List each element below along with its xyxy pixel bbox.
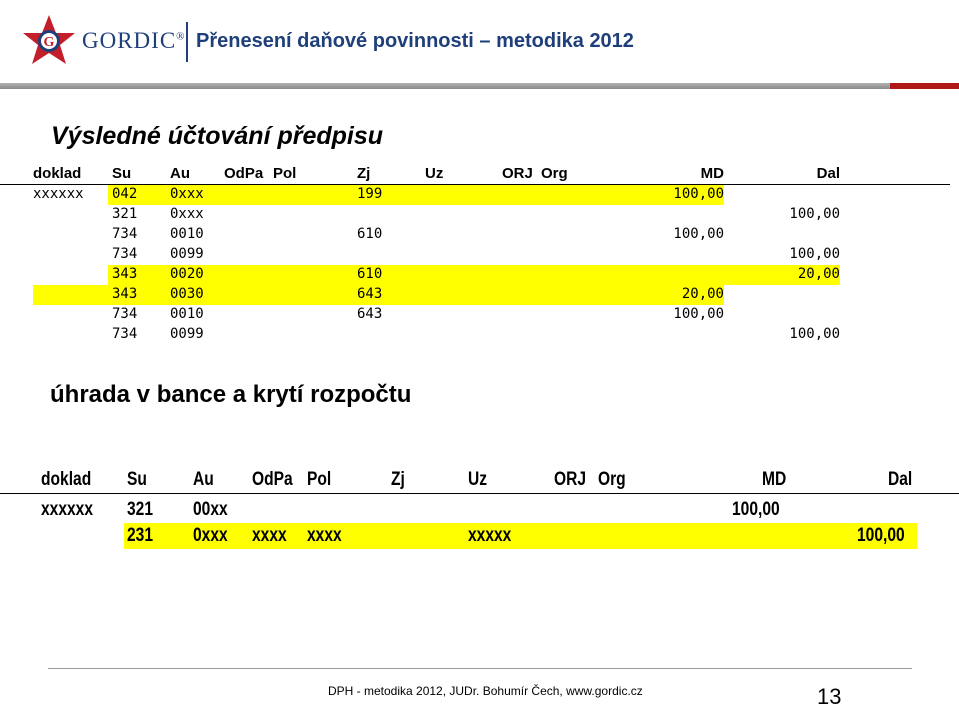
table-row: 321 0xxx 100,00	[112, 206, 840, 222]
footer-divider	[48, 668, 912, 669]
col-odpa: OdPa	[224, 165, 264, 182]
col-uz: Uz	[468, 469, 488, 490]
col-doklad: doklad	[41, 469, 92, 490]
table-row: xxxxxx 321 00xx 100,00	[41, 499, 780, 520]
col-org: Org	[541, 165, 568, 182]
section1-table-header	[0, 164, 950, 185]
col-pol: Pol	[307, 469, 332, 490]
row-highlight	[124, 523, 917, 549]
gordic-logo-icon	[22, 14, 76, 68]
footer-text: DPH - metodika 2012, JUDr. Bohumír Čech, www.gordic.cz	[328, 684, 643, 698]
table-row: 343 0030 643 20,00	[0, 285, 950, 305]
col-dal: Dal	[888, 469, 913, 490]
header-divider-bar	[0, 83, 959, 89]
col-au: Au	[170, 165, 190, 182]
section2-title: úhrada v bance a krytí rozpočtu	[50, 381, 412, 408]
table-row: 734 0010 643 100,00	[112, 306, 724, 322]
col-au: Au	[193, 469, 214, 490]
col-su: Su	[112, 165, 132, 182]
col-org: Org	[598, 469, 626, 490]
presentation-title: Přenesení daňové povinnosti – metodika 2012	[196, 30, 634, 52]
section2-table-header	[0, 467, 959, 494]
col-pol: Pol	[273, 165, 297, 182]
col-orj: ORJ	[502, 165, 533, 182]
table-row: 734 0099 100,00	[112, 326, 840, 342]
col-md: MD	[700, 165, 724, 182]
col-zj: Zj	[391, 469, 405, 490]
col-doklad: doklad	[33, 165, 82, 182]
col-uz: Uz	[425, 165, 444, 182]
header-accent-bar	[890, 83, 959, 89]
table-row: 734 0099 100,00	[112, 246, 840, 262]
col-zj: Zj	[357, 165, 371, 182]
table-row: 343 0020 610 20,00	[0, 265, 950, 285]
col-md: MD	[762, 469, 787, 490]
table-row: 231 0xxx xxxx xxxx xxxxx 100,00	[0, 523, 959, 549]
col-odpa: OdPa	[252, 469, 293, 490]
row-highlight	[108, 265, 840, 285]
col-orj: ORJ	[554, 469, 587, 490]
table-row: xxxxxx 042 0xxx 199 100,00	[0, 185, 950, 205]
col-su: Su	[127, 469, 147, 490]
table-row: 734 0010 610 100,00	[112, 226, 724, 242]
slide-header	[0, 0, 959, 92]
header-separator	[186, 22, 188, 62]
brand-name: GORDIC®	[82, 28, 186, 53]
section1-title: Výsledné účtování předpisu	[51, 122, 384, 150]
page-number: 13	[817, 684, 842, 709]
col-dal: Dal	[816, 165, 840, 182]
svg-text:G: G	[43, 35, 55, 50]
